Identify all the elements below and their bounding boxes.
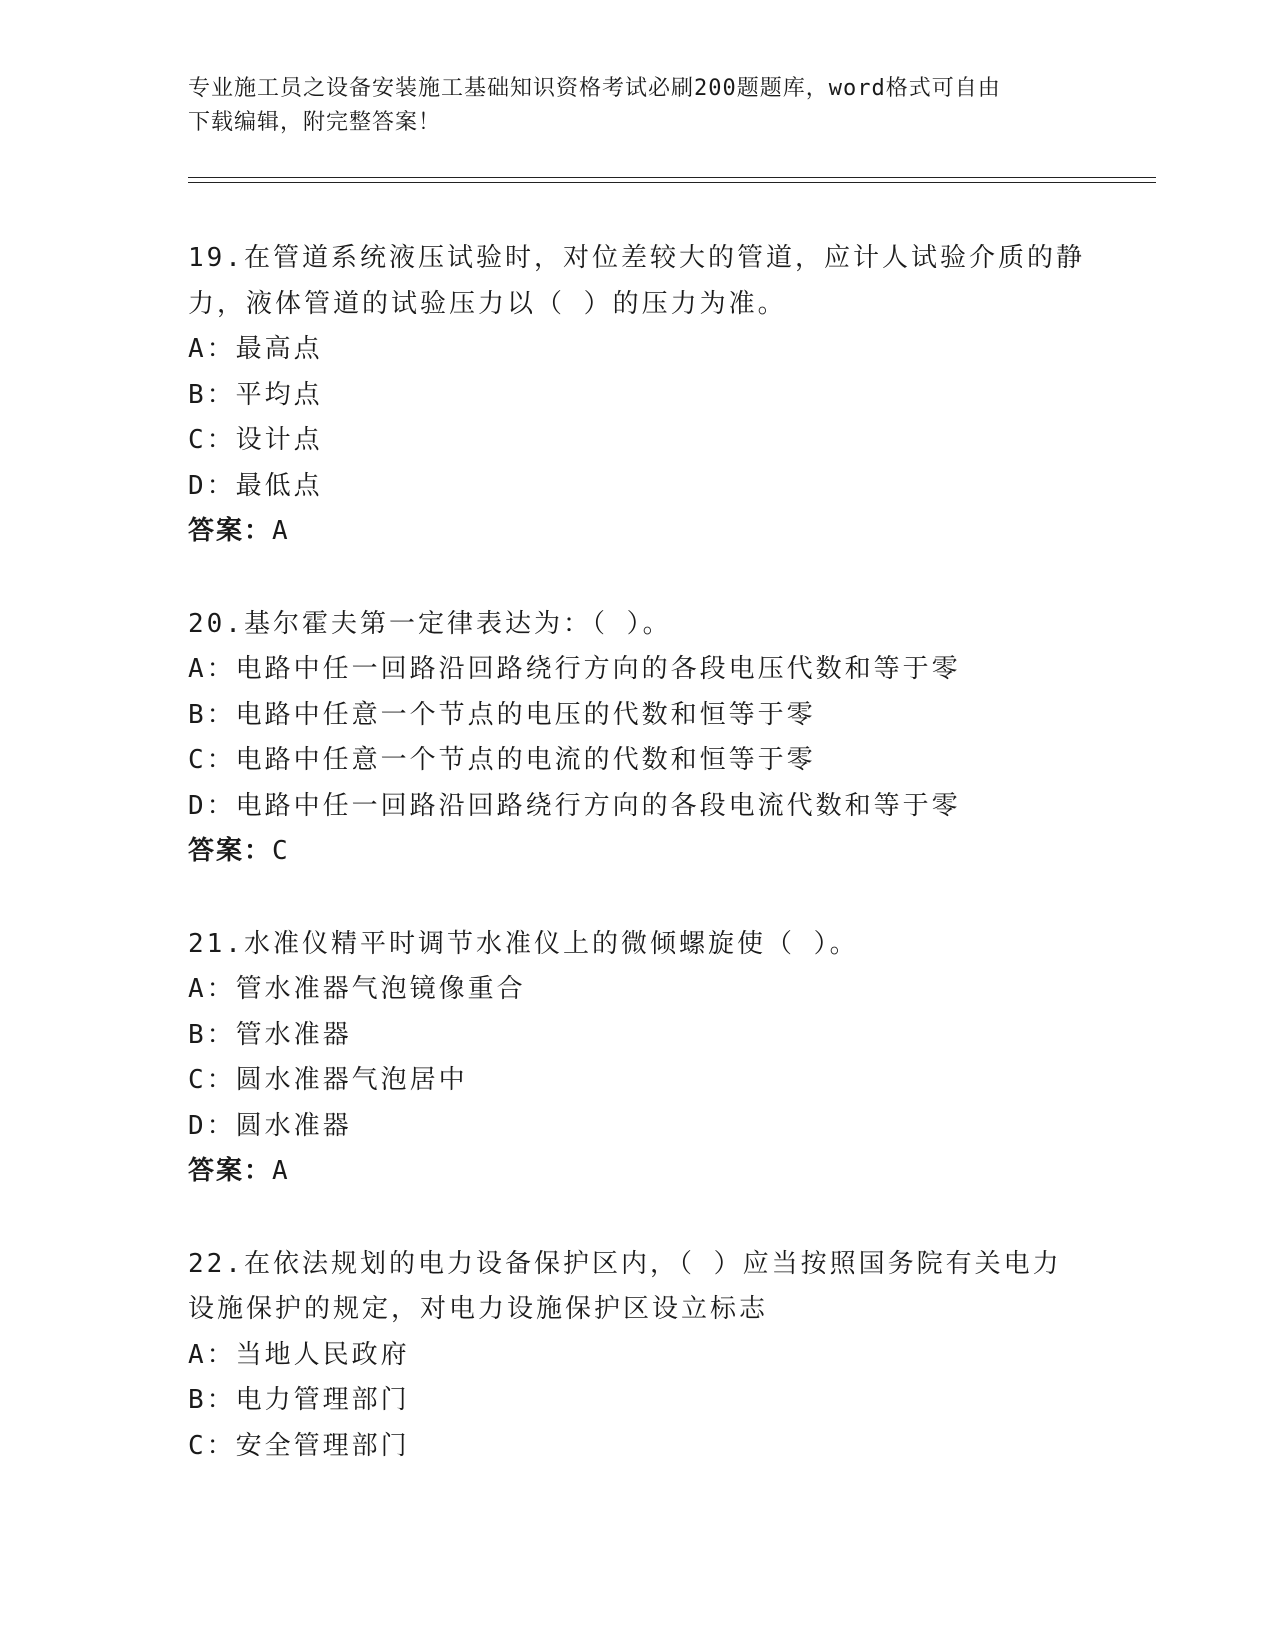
header-divider-top [188, 177, 1156, 178]
option-c: C：设计点 [188, 425, 323, 455]
option-b: B：平均点 [188, 379, 323, 410]
header-title-line-1: 专业施工员之设备安装施工基础知识资格考试必刷200题题库，word格式可自由 [188, 76, 1001, 101]
question-22 [188, 1242, 1088, 1470]
question-20 [188, 602, 1088, 875]
option-b: B：管水准器 [188, 1019, 352, 1050]
option-b: B：电路中任意一个节点的电压的代数和恒等于零 [188, 699, 816, 730]
question-list [188, 236, 1088, 1516]
answer [188, 509, 1088, 555]
header-divider-bottom [188, 182, 1156, 183]
document-header [188, 72, 1068, 140]
answer-value: A [272, 516, 290, 546]
answer-label: 答案： [188, 516, 273, 546]
answer [188, 1149, 1088, 1195]
option-a: A：当地人民政府 [188, 1339, 410, 1370]
option-d: D：电路中任一回路沿回路绕行方向的各段电流代数和等于零 [188, 790, 961, 821]
answer-label: 答案： [188, 836, 273, 866]
answer [188, 829, 1088, 875]
question-stem: 21.水准仪精平时调节水准仪上的微倾螺旋使（ ）。 [188, 928, 859, 959]
option-d: D：最低点 [188, 470, 323, 501]
question-stem: 19.在管道系统液压试验时，对位差较大的管道，应计人试验介质的静 [188, 243, 1085, 273]
header-title-line-2: 下载编辑，附完整答案！ [188, 110, 442, 135]
option-b: B：电力管理部门 [188, 1385, 410, 1415]
answer-label: 答案： [188, 1156, 273, 1186]
option-a: A：最高点 [188, 334, 323, 364]
option-a: A：电路中任一回路沿回路绕行方向的各段电压代数和等于零 [188, 654, 961, 684]
answer-value: A [272, 1156, 290, 1186]
question-stem: 22.在依法规划的电力设备保护区内，（ ）应当按照国务院有关电力 [188, 1248, 1062, 1279]
option-c: C：电路中任意一个节点的电流的代数和恒等于零 [188, 745, 816, 775]
question-stem-continued: 设施保护的规定，对电力设施保护区设立标志 [188, 1294, 769, 1324]
question-19 [188, 236, 1088, 555]
option-c: C：圆水准器气泡居中 [188, 1065, 468, 1095]
question-stem-continued: 力，液体管道的试验压力以（ ）的压力为准。 [188, 288, 787, 319]
option-c: C：安全管理部门 [188, 1430, 410, 1461]
answer-value: C [272, 836, 290, 866]
question-21 [188, 922, 1088, 1195]
question-stem: 20.基尔霍夫第一定律表达为：（ ）。 [188, 608, 672, 639]
option-d: D：圆水准器 [188, 1110, 352, 1141]
option-a: A：管水准器气泡镜像重合 [188, 974, 526, 1004]
